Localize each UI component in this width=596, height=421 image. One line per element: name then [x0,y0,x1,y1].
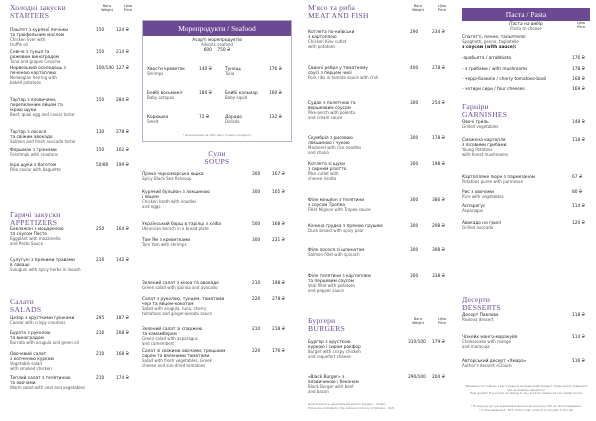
item-name-en: Chicken broth with noodles [142,199,197,205]
item-name-ua: Бурата з руколою [10,331,51,336]
item-name-ua: яловичиною і беконом [308,380,359,386]
menu-item [142,297,292,317]
menu-item [10,148,138,158]
item-name-ua: Сулугуні з пряними травами [10,258,75,263]
item-name-ua: Котлета по-київськи [308,30,355,35]
item-name-en: Fillet Mignon with Tropea sauce [308,207,371,213]
seafood-name-ua: Хвости креветок [147,67,185,72]
item-name-ua: Смажена картопля [462,138,506,143]
seafood-price: 160 ₴ [269,91,282,96]
item-name-en: Salmon fillet with spinach [308,252,360,258]
item-name-en: and pepper sauce [308,288,344,294]
menu-item [308,224,458,234]
item-price: 176 ₴ [572,56,585,61]
menu-item [308,198,458,213]
item-name-ua: -арабьята / arrabbiata [462,56,511,61]
item-name-ua: Скумбрія з рисовою [308,136,353,141]
item-price: 168 ₴ [572,77,585,82]
item-name-en: Black Burger with beef [308,384,354,390]
item-name-en: Norwegian herring with [10,75,57,81]
item-name-en: Potatoes puree with parmesan [462,179,524,185]
item-name-ua: куркою і сиром рокфор [308,345,361,351]
item-name-ua: сиром та вяленими томатами [142,354,210,360]
item-price: 398 ₴ [432,248,445,253]
seafood-name-en: Tuna [225,71,235,76]
item-weight: 300 [410,101,419,106]
pasta-title-bar [462,8,590,21]
menu-item [10,163,138,173]
item-name-ua: з картоплею [308,35,337,41]
item-name-ua: соусі з перцем чилі [308,71,352,77]
burgers-header: Бургери BURGERS Вага Weight Ціна Price [308,316,447,333]
item-name-en: tomatoes and ginger-wasabi sauce [142,311,212,317]
seafood-name-ua: Тунець [225,67,242,72]
item-name-ua: та перцевим соусом [308,279,354,285]
item-name-en: and roquefort cheese [308,354,351,360]
item-price: 168 ₴ [272,222,285,227]
item-name-ua: Український борщ в тарілці з хліба [142,222,222,227]
item-name-ua: Зелений салат з кіноа та авокадо [142,281,219,286]
item-name-en: Mackerel with rice noodles [308,145,362,151]
item-price: 208 ₴ [116,331,129,336]
item-name-en: Chicken liver with [10,37,46,43]
item-price: 278 ₴ [116,130,129,135]
menu-item [10,352,138,372]
seafood-name-ua: Бейбі кальмар [225,91,258,96]
item-name-en: Salad with arugula, tuna, cherry [142,306,207,312]
item-price: 221 ₴ [272,238,285,243]
item-name-ua: печеною картоплею [10,71,56,77]
item-name-en: Asparagus [462,208,484,214]
menu-item [308,340,458,360]
price-header: Ціна Price [576,21,586,29]
item-weight: 250 [96,227,105,232]
item-name-en: Cheesecake with mango [462,339,511,345]
seafood-price: 132 ₴ [269,115,282,120]
item-name-ua: Салат з руколою, тунцем, томатами [142,297,225,302]
item-price: 254 ₴ [432,101,445,106]
currency-note: Ціни вказано в національній валюті України - гривні. Prices are indicated in the national currency of Ukraine - UAH. [308,402,395,410]
item-price: 127 ₴ [116,66,129,71]
item-weight: 300 [410,224,419,229]
item-weight: 50/80 [96,163,109,168]
section-title-en: STARTERS [10,10,50,20]
seafood-name-en: Baby octopus [147,95,175,100]
item-name-en: Tuna and grapes Ceviche [10,59,61,65]
item-name-ua: Зелений салат зі спаржею [142,327,203,332]
item-name-en: Spicy Black Sea fishsoup [142,176,192,182]
item-weight: 210 [96,258,105,263]
service-note: * В рахунку до сум зараховано внесок до рахунку 10% за обслуговування * In the restaurant - 10% of the order amount is included in the bill [471,404,581,412]
item-weight: 220 [252,349,261,354]
item-price: 118 ₴ [572,313,585,318]
item-name-en: Suluguni with spicy herbs in lavash [10,267,81,273]
menu-item [10,331,138,346]
appetizers-title: Гарячі закуски APPETIZERS [10,210,61,227]
item-name-ua: та соусом Песто [10,232,48,238]
item-name-en: Pike caviar with baguette [10,167,61,173]
item-name-ua: та камамбером [142,332,177,338]
item-name-ua: Норвезький оселедець з [10,66,66,71]
item-price: 278 ₴ [432,66,445,71]
item-price: 178 ₴ [432,136,445,141]
item-name-ua: локшиною і чукою [308,141,350,147]
menu-item [142,222,292,232]
item-weight: 300 [410,248,419,253]
item-name-en: Vegetable salad [10,361,42,367]
item-name-ua: «Black Burger» з [308,375,345,380]
item-price: 124 ₴ [116,28,129,33]
item-name-ua: Філе міньйон з телятини [308,198,365,203]
item-name-en: cheese and sun-dried tomatoes [142,363,206,369]
item-weight: 500 [252,222,261,227]
item-name-en: baked potatoes [10,80,42,86]
item-name-en: Pike-perch with polenta [308,110,355,116]
menu-item [10,28,138,48]
item-name-en: Salad with fresh vegetables, Greek [142,358,212,364]
seafood-title: Морепродукти / Seafood [143,21,291,36]
section-title-ua: Холодні закуски [10,3,66,12]
item-name-ua: Тартар з лосося [10,130,47,135]
item-weight: 210 [96,331,105,336]
item-price: 204 ₴ [432,375,445,380]
seafood-name-en: Shrimps [147,71,164,76]
pasta-title: Паста / Pasta [505,10,547,19]
item-price: 114 ₴ [572,204,585,209]
item-price: 179 ₴ [432,340,445,345]
item-weight: 210 [96,376,105,381]
item-weight: 300 [252,238,261,243]
item-name-ua: Овочі гриль [462,120,489,125]
item-name-ua: Тартар з яловичини, [10,98,57,103]
item-name-en: and cream sauce [308,115,343,121]
item-name-en: Grilled avocado [462,225,494,231]
salads-title: Салати SALADS [10,297,42,314]
item-weight: 100/140 [96,66,114,71]
menu-item [462,204,590,214]
item-name-en: and eggs [142,204,161,210]
item-name-en: and maracuja [462,343,490,349]
weight-header: Вага Weight [412,4,424,12]
seafood-name-en: Dorado [225,119,240,124]
item-name-ua: Аспарагус [462,204,486,209]
menu-item [462,335,590,350]
menu-item [10,66,138,86]
item-price: 169 ₴ [572,87,585,92]
item-name-ua: з соусом Тропеа [308,203,345,209]
menu-item [462,67,590,72]
item-weight: 400 [410,66,419,71]
item-weight: 220 [252,297,261,302]
item-price: 148 ₴ [572,120,585,125]
menu-item [10,376,138,391]
item-name-en: with smoked chicken [10,366,52,372]
menu-item [462,77,590,82]
item-price: 234 ₴ [432,30,445,35]
menu-item [462,221,590,231]
column-starters [10,0,138,421]
seafood-price: 72 ₴ [199,115,210,120]
item-name-en: Forshmak with croutons [10,152,58,158]
menu-item [10,50,138,65]
item-name-ua: Паштет з курячої печінки [10,28,69,33]
item-name-ua: Судак з полетною та [308,101,356,106]
item-name-en: Green salad with asparagus [142,336,198,342]
item-name-ua: - чотири сири / four cheeses [462,87,525,92]
item-weight: 290/100 [408,375,426,380]
item-name-ua: Пряна чорноморська юшка [142,172,204,177]
item-name-en: Green salad with quinoa and avocado [142,285,218,291]
seafood-price: 176 ₴ [269,67,282,72]
item-name-en: Tom Yam with shrimps [142,242,187,248]
item-weight: 150 [96,28,105,33]
item-name-ua: Том Ям з креветками [142,238,191,243]
item-name-en: truffle oil [10,42,29,48]
meat-header [308,4,458,20]
item-name-ua: чері та яйцем-кокотом [142,302,194,308]
item-name-en: Rice with vegetables [462,194,504,200]
item-price: 198 ₴ [272,281,285,286]
item-name-ua: Форшмак з грінками [10,148,57,153]
item-weight: 210 [252,327,261,332]
item-price: 114 ₴ [572,335,585,340]
weight-header: Вага Weight [101,4,113,12]
seafood-name-ua: Корюшка [147,115,169,120]
menu-item [462,175,590,185]
item-name-en: and chuka [308,150,329,156]
menu-item [142,281,292,291]
item-name-en: and Pesto Sauce [10,241,44,247]
starters-header [10,4,138,20]
item-name-ua: з сирним різотто [308,167,347,173]
soups-title: Супи SOUPS [204,149,230,166]
item-name-ua: ікрою щуки [10,108,37,114]
item-price: 80 ₴ [572,190,583,195]
item-name-ua: Ікра щуки з багетом [10,163,57,168]
item-price: 174 ₴ [116,376,129,381]
item-name-ua: Філе лосося зі шпинатом [308,248,365,253]
item-weight: 290 [410,30,419,35]
item-price: 164 ₴ [116,227,129,232]
item-name-en: Ukrainian borsch in a bread plate [142,226,209,232]
menu-item [142,238,292,248]
pasta-subtitle: Паста на вибір Pasta to choose [509,22,543,32]
item-price: 105 ₴ [272,190,285,195]
item-weight: 150 [96,98,105,103]
item-price: 142 ₴ [116,258,129,263]
seafood-name-en: Baby squid [225,95,248,100]
item-name-en: Warm salad with veal and vegetables [10,385,86,391]
item-name-ua: Картопляне пюре з пармезаном [462,175,535,180]
item-name-ua: з лісовими грибами [462,143,507,149]
item-name-ua: Салат зі свіжими овочами, грецьким [142,349,226,354]
item-name-ua: перепелиним яйцем та [10,103,63,109]
item-name-ua: Свинні ребра у томатному [308,66,368,71]
menu-item [462,359,590,369]
menu-item [462,138,590,158]
item-name-en: Grilled vegetables [462,124,499,130]
garnishes-title: Гарніри GARNISHES [462,102,508,119]
price-header: Ціна Price [123,4,133,12]
item-name-ua: - черрі-базилік / cherry tomatoes-basil [462,77,547,82]
item-weight: 300 [410,198,419,203]
item-name-en: Beef, quail egg and caviar tartar [10,112,76,118]
item-name-ua: та виноградом [10,336,44,342]
item-name-en: Pike cutlet with [308,171,339,177]
item-price: 199 ₴ [116,163,129,168]
item-weight: 300 [410,162,419,167]
menu-item [308,248,458,258]
item-weight: 150 [96,148,105,153]
item-name-en: Chicken Kiev cutlet [308,39,347,45]
item-weight: 130 [96,130,105,135]
item-name-ua: і яйцем [142,195,159,201]
item-name-ua: Авторський десерт «Хмара» [462,359,527,364]
seafood-assorted: Асорті морепродуктів Allsorts seafood 600 750 ₴ [192,38,242,53]
item-name-en: Caesar with crispy croutons [10,320,66,326]
menu-item [10,258,138,273]
item-price: 284 ₴ [116,98,129,103]
item-name-ua: Десерт Павлова [462,313,499,318]
item-name-ua: Рис з овочами [462,190,494,195]
item-price: 176 ₴ [272,349,285,354]
item-price: 178 ₴ [572,67,585,72]
item-price: 218 ₴ [272,327,285,332]
item-weight: 300 [410,274,419,279]
item-name-ua: та трюфельним маслом [10,33,65,39]
item-name-ua: Теплий салат з телятиною [10,376,71,381]
item-name-en: cheese risotto [308,176,337,182]
seafood-name-en: Smelt [147,119,159,124]
item-name-ua: Котлета зі щуки [308,162,345,167]
menu-item [10,316,138,326]
item-name-ua: вершковим соусом [308,106,351,112]
item-name-ua: Цезар з хрусткими грінками [10,316,75,321]
menu-item [142,172,292,182]
item-name-en: with forest mushrooms [462,152,509,158]
item-weight: 210 [252,281,261,286]
item-name-ua: Курячий бульйон з локшиною [142,190,210,195]
item-weight: 150 [96,50,105,55]
seafood-name-ua: Бейбі восьминіг [147,91,183,96]
item-name-ua: Філе телятини з картоплею [308,274,371,279]
item-name-en: and camembert [142,341,174,347]
item-price: 298 ₴ [432,224,445,229]
menu-item [10,130,138,145]
item-weight: 210 [96,352,105,357]
item-name-en: Veal fillet with potatoes [308,283,356,289]
item-weight: 300 [252,190,261,195]
item-weight: 310/100 [408,340,426,345]
item-name-en: Young Potatoes [462,147,493,153]
menu-item [308,375,458,395]
price-header: Ціна Price [437,4,447,12]
item-price: 120 ₴ [572,221,585,226]
item-name-ua: в лаваші [10,263,30,269]
desserts-title: Десерти DESSERTS [462,295,502,312]
item-price: 278 ₴ [272,297,285,302]
item-name-ua: рожевим виноградом [10,55,60,61]
item-price: 116 ₴ [572,359,585,364]
item-name-en: Burger with crispy chicken [308,349,361,355]
item-name-en: with potatoes [308,44,336,50]
seafood-name-ua: Дорадо [225,115,242,120]
menu-item [308,274,458,294]
item-price: 214 ₴ [116,50,129,55]
item-name-en: and bacon [308,389,329,395]
menu-item [308,30,458,50]
menu-item [142,349,292,369]
item-price: 386 ₴ [432,198,445,203]
menu-item [308,66,458,81]
item-price: 187 ₴ [116,316,129,321]
item-name-en: Burrata with arugula and green oil [10,340,79,346]
item-price: 167 ₴ [272,172,285,177]
item-name-ua: та свіжим авокадо [10,135,53,141]
item-price: 198 ₴ [432,162,445,167]
item-name-ua: Качина грудка з пряною грушею [308,224,383,229]
seafood-price: 184 ₴ [199,91,212,96]
item-name-ua: Чізкейк манго-маракуйя [462,335,518,340]
item-weight: 300 [252,172,261,177]
item-name-en: Duck breast with spicy pear [308,228,364,234]
item-weight: 300 [410,136,419,141]
item-name-ua: - з грибами / with mushrooms [462,67,528,72]
item-name-ua: та овочами [10,381,36,387]
menu-item [10,227,138,247]
column-soups [142,0,292,421]
section-title-ua: М'ясо та риба [308,3,356,12]
pasta-types: Спагетті, пенне, тальятеллі Spaghetti, penne, tagliatelle з соусом (with sauce): [462,35,526,50]
item-price: 338 ₴ [432,274,445,279]
item-price: 102 ₴ [116,148,129,153]
section-title-en: MEAT AND FISH [308,10,369,20]
item-name-ua: Баклажан з моцарелою [10,227,64,232]
item-name-en: Salmon and fresh avocado tartar [10,139,76,145]
menu-item [462,87,590,92]
allergy-note: *Шановні гості! Якщо у вас є алергія на будь-який продукт, будь ласка, повідомте про це вашому офіціанту! Dear guests! If you have an allergy to any product, please let your waiter know! [464,384,588,396]
item-price: 118 ₴ [572,138,585,143]
item-name-en: Eggplant with mozzarella [10,236,61,242]
item-name-ua: Севіче з тунця та [10,50,50,55]
item-name-en: Pork ribs in tomato sauce with chili [308,75,378,81]
item-name-ua: Овочевий салат [10,352,47,357]
seafood-price: 140 ₴ [199,67,212,72]
seafood-note: * Ціна вказана за 100 грам готового продукту [182,133,252,137]
menu-item [142,190,292,210]
item-name-ua: Бургер з хрусткою [308,340,351,345]
item-weight: 295 [96,316,105,321]
menu-item [462,190,590,200]
menu-item [142,327,292,347]
menu-item [308,162,458,182]
column-meat [308,0,458,421]
item-name-ua: з копченою куркою [10,357,54,363]
menu-item [308,101,458,121]
menu-item [462,120,590,130]
item-price: 168 ₴ [116,352,129,357]
menu-item [462,313,590,323]
menu-item [462,56,590,61]
item-name-en: Author's dessert «Cloud» [462,363,513,369]
menu-item [308,136,458,156]
item-price: 67 ₴ [572,175,583,180]
menu-item [10,98,138,118]
item-name-en: Pavlova dessert [462,317,494,323]
item-name-ua: Авокадо на грилі [462,221,501,226]
column-pasta [462,0,590,421]
